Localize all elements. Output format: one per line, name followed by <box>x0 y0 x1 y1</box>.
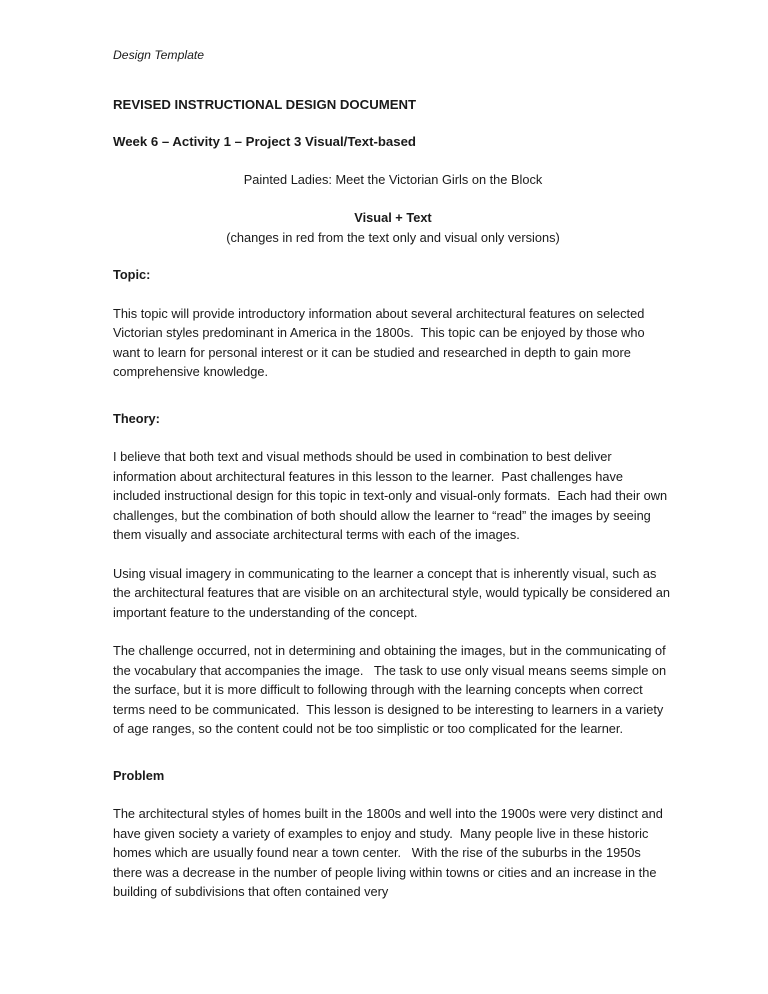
section-heading-topic: Topic: <box>113 267 151 282</box>
section-heading-theory: Theory: <box>113 410 160 426</box>
document-header-label: Design Template <box>113 48 205 62</box>
paragraph: The challenge occurred, not in determining and obtaining the images, but in the communicating of the vocabulary that accompanies the image. The task to use only visual means seems simple on the surface, but it is more difficult to following through with the learning concepts when correct terms need to be communicated. This lesson is designed to be interesting to learners in a variety of age ranges, so the content could not be too simplistic or too complicated for the learner. <box>113 643 670 736</box>
section-heading-problem: Problem <box>113 767 165 783</box>
document-centered-title: Painted Ladies: Meet the Victorian Girls on the Block <box>243 171 543 187</box>
visual-text-heading: Visual + Text <box>354 210 432 225</box>
paragraph: This topic will provide introductory information about several architectural features on selected Victorian styles predominant in America in the 1800s. This topic can be enjoyed by those who want to learn for personal interest or it can be studied and researched in depth to gain more comprehensive knowledge. <box>113 305 649 379</box>
paragraph: I believe that both text and visual methods should be used in combination to best deliver information about architectural features in this lesson to the learner. Past challenges have included instructional design for this topic in text-only and visual-only formats. Each had their own challenges, but the combination of both should allow the learner to “read” the images by seeing them visually and associate architectural terms with each of the images. <box>113 449 671 542</box>
document-body <box>113 46 673 902</box>
document-title: REVISED INSTRUCTIONAL DESIGN DOCUMENT <box>113 96 417 112</box>
document-subtitle: Week 6 – Activity 1 – Project 3 Visual/Text-based <box>113 134 416 149</box>
paragraph: Using visual imagery in communicating to the learner a concept that is inherently visual, such as the architectural features that are visible on an architectural style, would typically be considered an important feature to the understanding of the concept. <box>113 565 674 620</box>
visual-text-note: (changes in red from the text only and visual only versions) <box>226 229 560 245</box>
paragraph: The architectural styles of homes built in the 1800s and well into the 1900s were very distinct and have given society a variety of examples to enjoy and study. Many people live in these historic homes which are usually found near a town center. With the rise of the suburbs in the 1950s there was a decrease in the number of people living within towns or cities and an increase in the building of subdivisions that often contained very <box>113 806 667 899</box>
